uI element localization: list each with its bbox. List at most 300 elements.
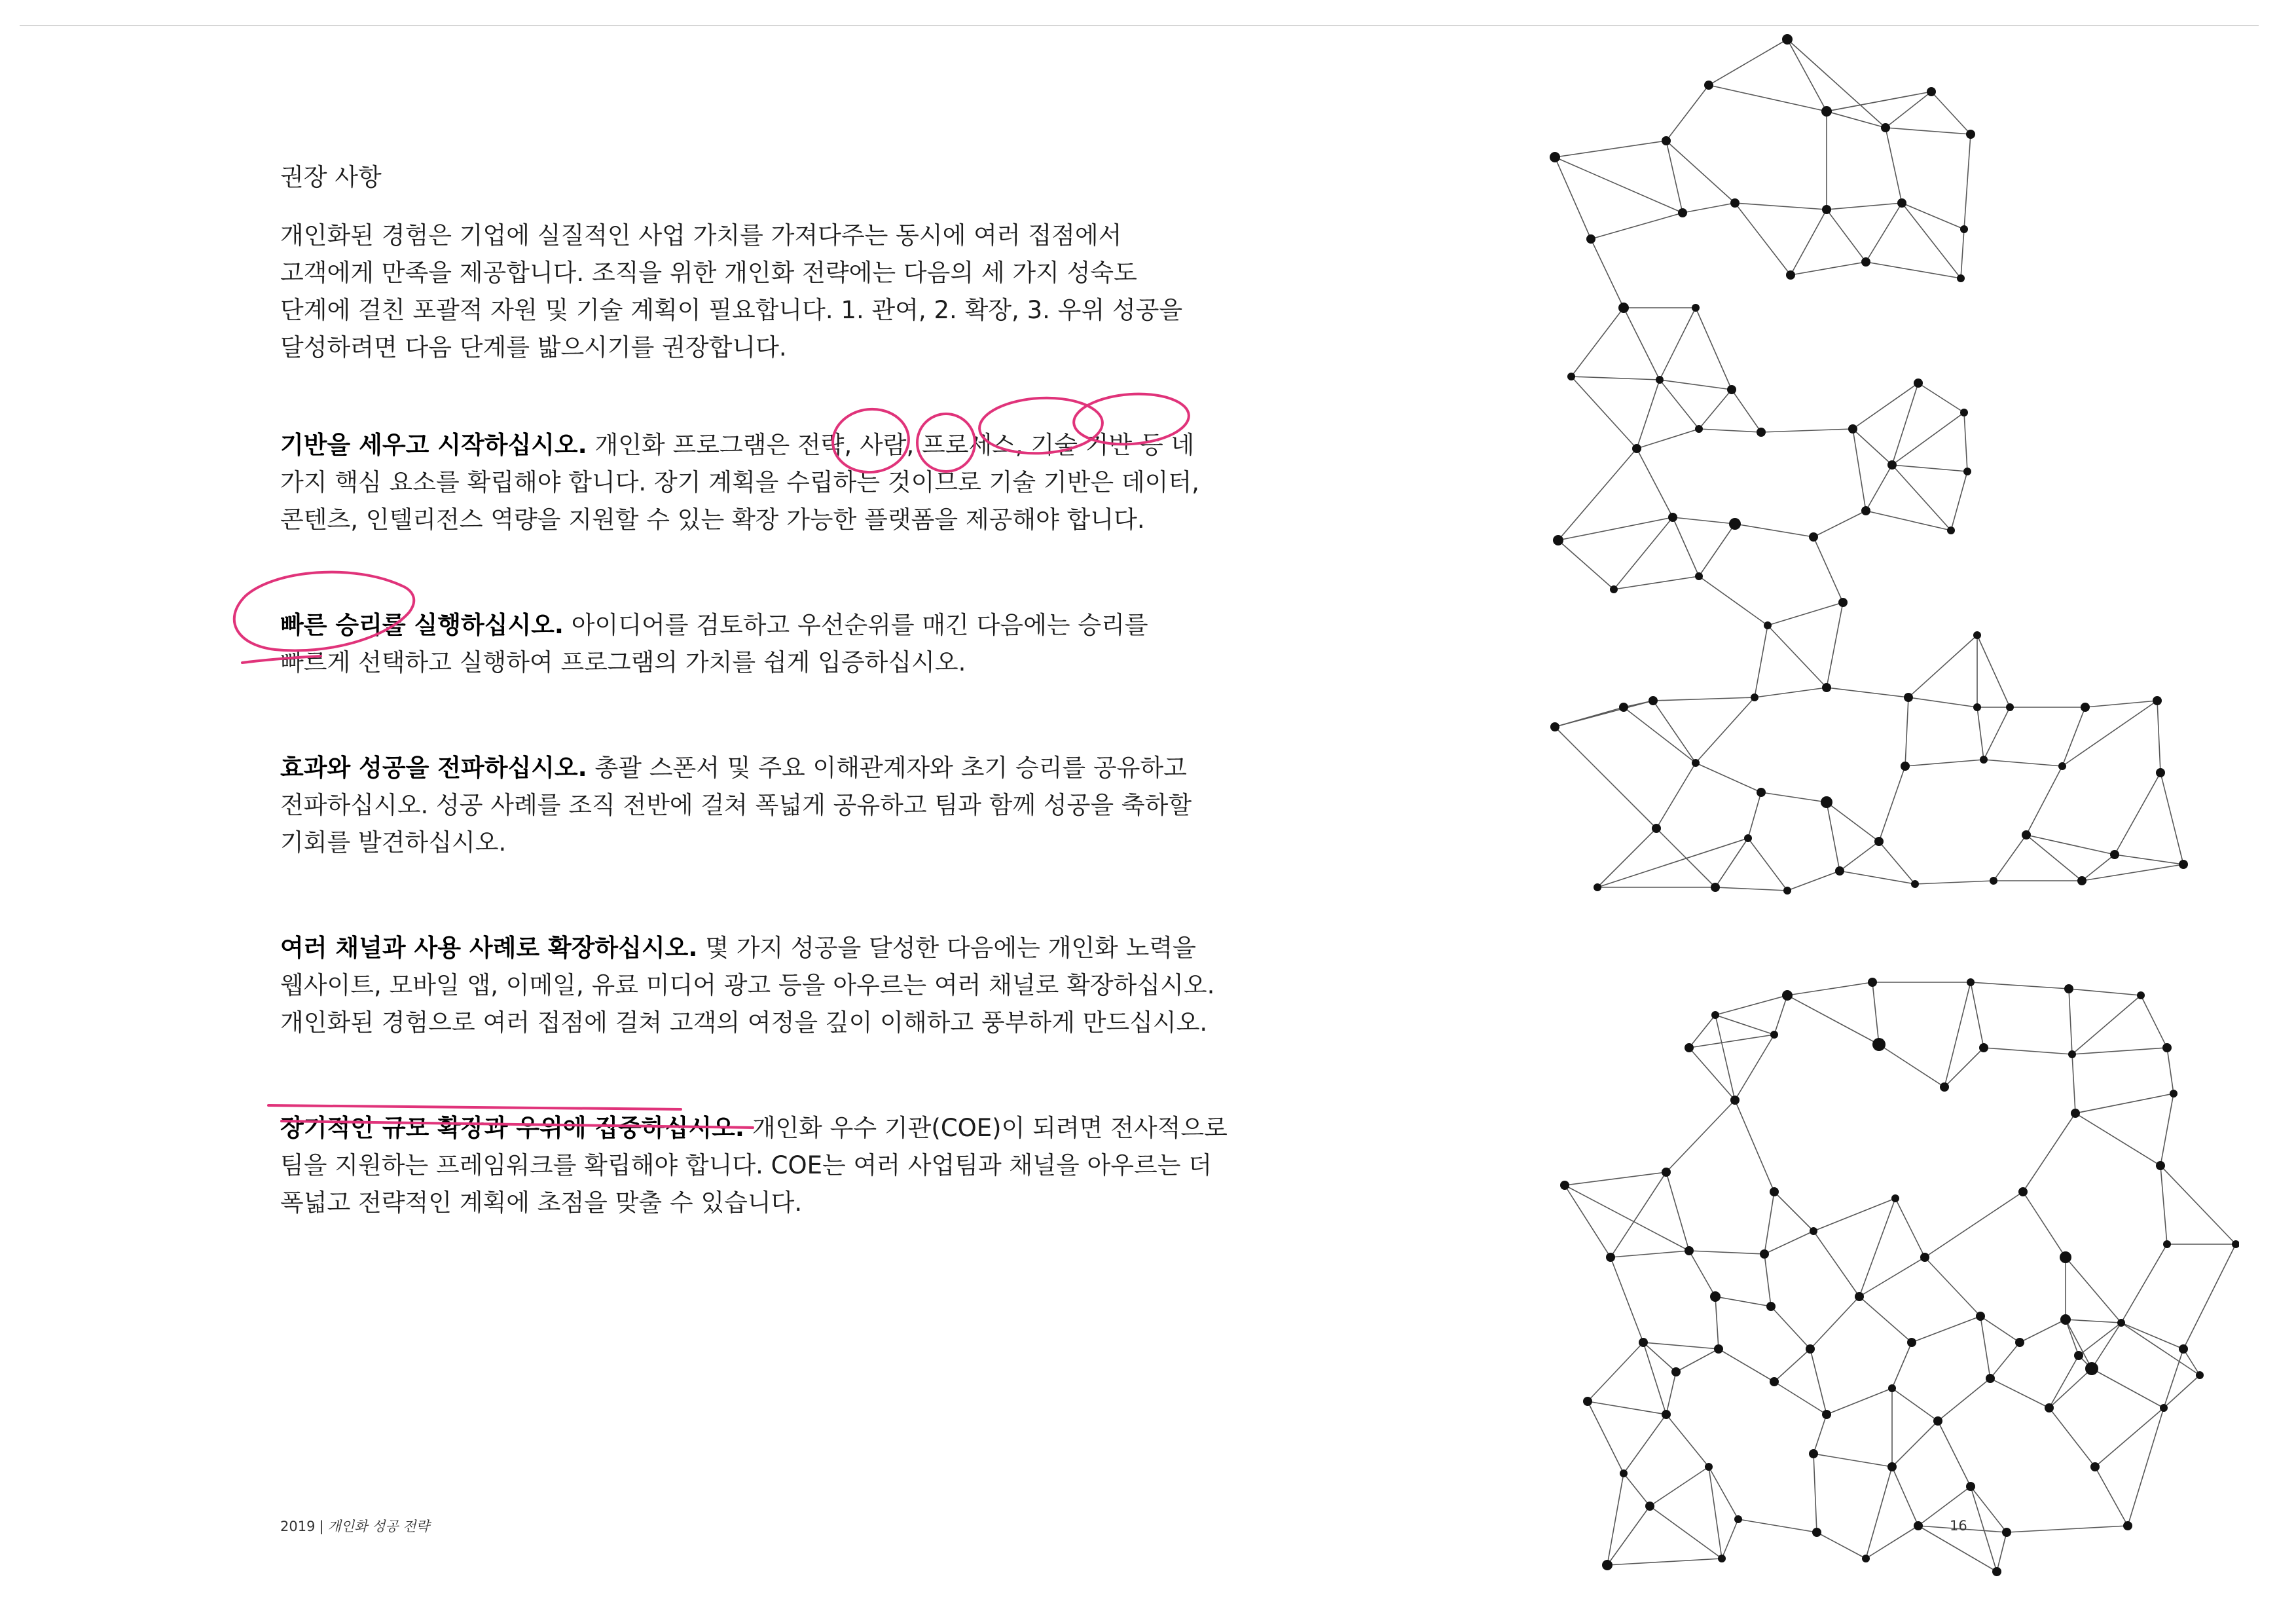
network-edge <box>2026 835 2082 881</box>
network-node <box>1671 1367 1681 1376</box>
network-edge <box>1971 982 2069 989</box>
network-edge <box>1859 1257 1925 1297</box>
section-title: 여러 채널과 사용 사례로 확장하십시오. <box>280 934 698 962</box>
network-node <box>1947 526 1955 534</box>
network-edge <box>1715 1015 1774 1035</box>
network-node <box>1940 1082 1949 1092</box>
network-node <box>1809 1449 1818 1458</box>
network-node <box>1729 518 1741 530</box>
network-edge <box>2121 1323 2183 1349</box>
network-node <box>1835 866 1844 876</box>
network-node <box>1933 1416 1942 1426</box>
network-edge <box>1931 92 1971 134</box>
network-node <box>1963 468 1971 475</box>
section-foundation <box>280 426 1354 538</box>
network-edge <box>1859 1198 1895 1297</box>
network-edge <box>2082 855 2115 881</box>
network-edge <box>1607 1506 1650 1565</box>
network-node <box>2018 1187 2028 1196</box>
network-edge <box>1774 1349 1810 1382</box>
network-node <box>2156 768 2165 777</box>
network-node <box>2015 1338 2024 1347</box>
network-edge <box>1892 1342 1912 1388</box>
network-edge <box>1715 1297 1719 1349</box>
network-edge <box>1944 982 1971 1087</box>
network-edge <box>1666 141 1683 213</box>
network-edge <box>1787 982 1872 995</box>
network-node <box>1770 1031 1778 1039</box>
network-node <box>1822 1410 1831 1419</box>
network-node <box>1904 693 1913 702</box>
network-node <box>2074 1351 2083 1360</box>
network-edge <box>1827 688 1908 697</box>
network-edge <box>1971 1486 2007 1532</box>
footer-left <box>280 1516 429 1536</box>
network-node <box>1662 1168 1671 1177</box>
network-edge <box>1709 1467 1738 1519</box>
network-node <box>1764 621 1772 629</box>
network-edge <box>2095 1467 2128 1526</box>
network-node <box>1872 1038 1886 1051</box>
network-edge <box>1689 1251 1715 1297</box>
network-edge <box>1755 625 1768 697</box>
section-line: 개인화 우수 기관(COE)이 되려면 전사적으로 <box>744 1114 1228 1142</box>
network-edge <box>1624 707 1696 763</box>
network-edge <box>2079 1323 2121 1356</box>
network-node <box>1553 535 1563 545</box>
section-line: 폭넓고 전략적인 계획에 초점을 맞출 수 있습니다. <box>280 1189 803 1217</box>
network-edge <box>1827 1388 1892 1414</box>
network-edge <box>1994 835 2026 881</box>
network-node <box>2163 1240 2171 1248</box>
network-edge <box>1761 429 1853 432</box>
network-node <box>1822 205 1831 214</box>
network-edge <box>1908 635 1977 697</box>
network-edge <box>1827 92 1931 111</box>
network-node <box>1685 1043 1694 1052</box>
network-edge <box>1791 210 1827 275</box>
network-node <box>1990 877 1997 885</box>
network-edge <box>1699 429 1761 432</box>
network-edge <box>2115 773 2160 855</box>
network-node <box>1979 1043 1988 1052</box>
network-edge <box>2066 1320 2092 1369</box>
network-node <box>1586 234 1595 244</box>
network-node <box>2022 830 2031 840</box>
network-node <box>1550 722 1559 731</box>
network-edge <box>1912 1316 1980 1342</box>
section-title: 장기적인 규모 확장과 우위에 집중하십시오. <box>280 1114 744 1142</box>
network-edge <box>2049 1369 2092 1408</box>
network-edge <box>2115 855 2183 864</box>
network-edge <box>1588 1401 1624 1473</box>
network-edge <box>1964 134 1971 229</box>
network-node <box>1967 978 1975 986</box>
network-edge <box>1810 1297 1859 1349</box>
network-edge <box>1892 465 1951 530</box>
network-edge <box>1764 1231 1813 1254</box>
network-edge <box>1735 203 1827 210</box>
network-edge <box>1709 1467 1722 1559</box>
network-node <box>1874 837 1884 846</box>
network-edge <box>1555 701 1653 727</box>
network-edge <box>2066 1320 2121 1323</box>
network-node <box>1610 585 1618 593</box>
network-node <box>1632 444 1641 453</box>
network-node <box>1980 756 1988 764</box>
network-edge <box>1660 380 1732 390</box>
network-edge <box>1813 1198 1895 1231</box>
network-edge <box>2066 1257 2121 1323</box>
network-edge <box>1689 1251 1764 1254</box>
network-edge <box>1787 871 1840 891</box>
network-node <box>1692 304 1700 312</box>
network-node <box>1656 376 1664 384</box>
network-edge <box>1699 524 1735 576</box>
network-edge <box>1853 429 1892 465</box>
network-edge <box>1709 85 1827 111</box>
network-edge <box>1565 1172 1666 1185</box>
network-edge <box>1971 982 1984 1048</box>
network-node <box>1976 1312 1985 1321</box>
network-node <box>1760 1249 1769 1259</box>
network-edge <box>1735 524 1813 537</box>
network-edge <box>1614 576 1699 589</box>
section-line: 총괄 스폰서 및 주요 이해관계자와 초기 승리를 공유하고 <box>587 754 1187 782</box>
network-node <box>1620 1469 1628 1477</box>
network-edge <box>1637 380 1660 449</box>
network-edge <box>1558 540 1614 589</box>
network-edge <box>1565 1185 1689 1251</box>
network-node <box>1809 532 1818 542</box>
network-node <box>1786 270 1795 280</box>
network-edge <box>1918 383 1964 413</box>
network-node <box>1986 1374 1995 1383</box>
network-edge <box>1696 763 1761 792</box>
network-node <box>2090 1462 2100 1471</box>
network-node <box>1973 703 1981 711</box>
network-edge <box>2072 995 2141 1054</box>
network-node <box>1927 87 1936 96</box>
network-edge <box>2075 1094 2174 1113</box>
network-edge <box>1961 229 1964 278</box>
network-edge <box>1761 792 1827 802</box>
network-edge <box>1938 1421 1971 1486</box>
section-line: 개인화 프로그램은 전략, 사람, 프로세스, 기술 기반 등 네 <box>587 431 1195 459</box>
network-edge <box>1853 429 1866 511</box>
network-edge <box>1653 697 1755 701</box>
intro-line: 단계에 걸친 포괄적 자원 및 기술 계획이 필요합니다. 1. 관여, 2. 확장, 3. 우위 성공을 <box>280 296 1183 324</box>
network-node <box>1692 759 1700 767</box>
intro-line: 달성하려면 다음 단계를 밟으시기를 권장합니다. <box>280 333 787 361</box>
network-edge <box>1656 763 1696 828</box>
network-edge <box>1683 203 1735 213</box>
network-edge <box>1879 841 1915 884</box>
network-edge <box>1591 239 1624 308</box>
network-node <box>1960 225 1968 233</box>
network-node <box>1914 378 1923 388</box>
network-edge <box>1990 1342 2020 1378</box>
network-node <box>1652 824 1661 833</box>
network-edge <box>1673 517 1699 576</box>
network-edge <box>1611 1257 1643 1342</box>
intro-line: 고객에게 만족을 제공합니다. 조직을 위한 개인화 전략에는 다음의 세 가지 성숙도 <box>280 259 1137 287</box>
network-edge <box>2062 707 2085 766</box>
network-node <box>1782 34 1793 45</box>
network-node <box>1848 424 1857 434</box>
network-node <box>2170 1090 2178 1098</box>
network-edge <box>2049 1356 2079 1408</box>
network-node <box>1695 425 1703 433</box>
section-quick-wins <box>280 606 1354 681</box>
network-node <box>1711 1011 1719 1019</box>
network-node <box>1714 1344 1723 1354</box>
footer-title: 개인화 성공 전략 <box>327 1519 429 1534</box>
network-edge <box>1571 308 1624 377</box>
network-node <box>2006 703 2014 711</box>
section-long-term-scale <box>280 1109 1354 1221</box>
network-edge <box>2026 766 2062 835</box>
network-edge <box>1925 1257 1980 1316</box>
network-node <box>1639 1338 1648 1347</box>
network-edge <box>1866 203 1902 262</box>
network-edge <box>2157 701 2160 773</box>
network-edge <box>1879 766 1905 841</box>
network-edge <box>1653 701 1696 763</box>
network-edge <box>1735 203 1791 275</box>
network-node <box>1973 631 1981 639</box>
network-edge <box>1571 377 1637 449</box>
network-edge <box>1813 1231 1859 1297</box>
network-node <box>1550 152 1560 162</box>
network-edge <box>1735 1035 1774 1100</box>
network-edge <box>1902 203 1964 229</box>
network-edge <box>1699 390 1732 429</box>
network-edge <box>1810 1349 1827 1414</box>
network-edge <box>1696 697 1755 763</box>
network-node <box>1711 883 1720 892</box>
network-edge <box>1764 1254 1771 1306</box>
network-edge <box>1827 802 1879 841</box>
network-node <box>1594 883 1601 891</box>
network-edge <box>1774 1382 1827 1414</box>
network-edge <box>1774 995 1787 1035</box>
section-line: 아이디어를 검토하고 우선순위를 매긴 다음에는 승리를 <box>563 611 1148 639</box>
network-edge <box>1650 1506 1722 1559</box>
network-node <box>1730 1096 1740 1105</box>
network-node <box>1821 106 1832 117</box>
network-edge <box>1715 1297 1771 1306</box>
network-edge <box>1771 1306 1810 1349</box>
network-edge <box>1813 537 1843 602</box>
intro-paragraph <box>280 217 1354 366</box>
network-edge <box>1624 308 1660 380</box>
network-edge <box>2007 1526 2128 1532</box>
network-edge <box>1813 1454 1892 1467</box>
section-line: 팀을 지원하는 프레임워크를 확립해야 합니다. COE는 여러 사업팀과 채널을 아우르는 더 <box>280 1151 1212 1179</box>
network-edge <box>1689 1048 1735 1100</box>
network-edge <box>1827 602 1843 688</box>
network-edge <box>1719 1349 1774 1382</box>
network-edge <box>1614 517 1673 589</box>
network-node <box>1685 1246 1694 1255</box>
network-edge <box>1715 1015 1735 1100</box>
network-edge <box>1666 141 1735 203</box>
network-node <box>2071 1109 2080 1118</box>
network-edge <box>1715 887 1787 891</box>
network-edge <box>2160 1094 2174 1166</box>
network-edge <box>1650 1467 1709 1506</box>
network-node <box>1662 1410 1671 1419</box>
network-node <box>1887 1462 1897 1471</box>
page-heading: 권장 사항 <box>280 163 382 191</box>
network-node <box>2002 1528 2011 1537</box>
network-edge <box>2183 1349 2200 1375</box>
network-edge <box>1715 995 1787 1015</box>
network-edge <box>1813 1454 1817 1532</box>
network-node <box>1862 1555 1870 1562</box>
section-line: 빠르게 선택하고 실행하여 프로그램의 가치를 쉽게 입증하십시오. <box>280 648 966 676</box>
network-edge <box>1892 1421 1938 1467</box>
network-node <box>2058 762 2066 770</box>
network-edge <box>1699 576 1768 625</box>
network-edge <box>1980 1316 1990 1378</box>
network-edge <box>2075 1113 2160 1166</box>
network-edge <box>1915 881 1994 884</box>
network-edge <box>1892 1388 1938 1421</box>
section-line: 몇 가지 성공을 달성한 다음에는 개인화 노력을 <box>697 934 1196 962</box>
network-node <box>1649 696 1658 705</box>
network-edge <box>2072 1048 2167 1054</box>
network-edge <box>1813 511 1866 537</box>
network-node <box>1861 506 1870 515</box>
page-number: 16 <box>1950 1518 1967 1534</box>
network-edge <box>1990 1378 2049 1408</box>
network-edge <box>1555 727 1656 828</box>
network-edge <box>2128 1408 2164 1526</box>
network-edge <box>1905 760 1984 766</box>
network-edge <box>1840 841 1879 871</box>
network-node <box>2060 1251 2071 1263</box>
network-edge <box>1588 1342 1643 1401</box>
section-title: 효과와 성공을 전파하십시오. <box>280 754 587 782</box>
network-node <box>1662 136 1671 145</box>
network-node <box>1897 198 1906 208</box>
network-edge <box>1666 1414 1709 1467</box>
network-node <box>1619 703 1628 712</box>
network-node <box>1757 428 1766 437</box>
network-node <box>2045 1403 2054 1412</box>
network-edge <box>1892 383 1918 465</box>
network-node <box>2160 1404 2168 1412</box>
network-node <box>2179 1344 2188 1354</box>
network-edge <box>1902 203 1961 278</box>
network-edge <box>1607 1473 1624 1565</box>
network-edge <box>1892 465 1967 471</box>
network-node <box>2085 1362 2098 1375</box>
network-edge <box>2066 1320 2079 1356</box>
network-edge <box>2072 1054 2075 1113</box>
network-node <box>1838 598 1848 607</box>
network-node <box>1727 385 1736 394</box>
section-line: 콘텐츠, 인텔리전스 역량을 지원할 수 있는 확장 가능한 플랫폼을 제공해야 합니다. <box>280 506 1145 534</box>
network-edge <box>2085 701 2157 707</box>
section-expand-channels <box>280 929 1354 1041</box>
network-edge <box>1827 203 1902 210</box>
network-node <box>1920 1253 1929 1262</box>
network-edge <box>1853 383 1918 429</box>
network-edge <box>1984 1048 2072 1054</box>
network-edge <box>2023 1192 2066 1257</box>
network-edge <box>1591 213 1683 239</box>
network-node <box>2123 1521 2132 1530</box>
network-edge <box>1997 1532 2007 1572</box>
footer-year: 2019 <box>280 1519 316 1534</box>
network-edge <box>1676 1349 1719 1372</box>
network-node <box>1744 834 1752 842</box>
network-node <box>1821 796 1832 808</box>
network-edge <box>1977 635 2010 707</box>
network-node <box>1957 274 1965 282</box>
network-edge <box>2069 989 2141 995</box>
network-edge <box>2069 989 2072 1054</box>
network-node <box>1966 1482 1975 1491</box>
network-edge <box>2167 1048 2174 1094</box>
network-node <box>2156 1161 2165 1170</box>
network-node <box>1583 1397 1592 1406</box>
network-edge <box>1827 210 1866 262</box>
network-node <box>1861 257 1870 267</box>
network-edge <box>2141 995 2167 1048</box>
network-node <box>1770 1187 1779 1196</box>
network-edge <box>1908 697 1977 707</box>
network-edge <box>1666 1172 1689 1251</box>
network-edge <box>1984 707 2010 760</box>
network-edge <box>1866 511 1951 530</box>
network-edge <box>1715 838 1748 887</box>
network-edge <box>1735 1100 1774 1192</box>
footer-separator: | <box>319 1519 324 1534</box>
network-edge <box>1764 1192 1774 1254</box>
network-node <box>1668 513 1677 522</box>
network-edge <box>1980 1316 2020 1342</box>
network-edge <box>1866 465 1892 511</box>
network-edge <box>1964 413 1967 471</box>
section-title: 빠른 승리를 실행하십시오. <box>280 611 564 639</box>
network-edge <box>1892 413 1964 465</box>
network-edge <box>1787 995 1879 1044</box>
network-node <box>1606 1253 1615 1262</box>
network-graph-decoration <box>1408 13 2239 1585</box>
network-nodes <box>1550 34 2239 1576</box>
network-node <box>1887 460 1897 470</box>
network-node <box>1567 373 1575 380</box>
network-edge <box>1696 308 1732 390</box>
network-edge <box>1555 157 1591 239</box>
network-edge <box>2183 1244 2236 1349</box>
network-edge <box>1555 141 1666 157</box>
network-edge <box>1892 1467 1918 1526</box>
network-edge <box>1817 1532 1866 1559</box>
network-edge <box>1732 390 1761 432</box>
network-edge <box>1689 1035 1774 1048</box>
network-edge <box>1624 1473 1650 1506</box>
section-line: 전파하십시오. 성공 사례를 조직 전반에 걸쳐 폭넓게 공유하고 팀과 함께 성공을 축하할 <box>280 791 1192 819</box>
network-edge <box>1738 1519 1817 1532</box>
network-edge <box>1886 128 1902 203</box>
network-edge <box>2062 701 2157 766</box>
network-edge <box>1588 1401 1666 1414</box>
